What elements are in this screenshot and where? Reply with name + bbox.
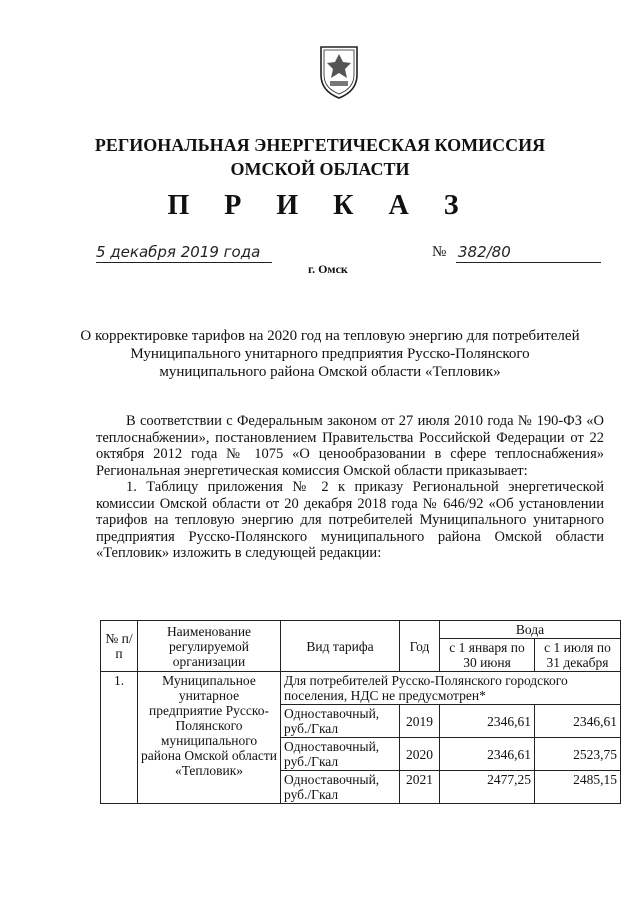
clause-1-paragraph: 1. Таблицу приложения № 2 к приказу Региональной энергетической комиссии Омской области от 20 декабря 2018 года № 646/92 «Об установлении тарифов на тепловую энергию для потребителей Муниципального унитарного предприятия Русско-Полянского муниципального района Омской области «Тепловик» изложить в следующей редакции: — [96, 479, 604, 561]
row-number: 1. — [101, 672, 138, 804]
consumer-group-note: Для потребителей Русско-Полянского городского поселения, НДС не предусмотрен* — [281, 672, 621, 705]
tariff-year: 2021 — [400, 771, 440, 804]
order-subject — [80, 327, 580, 381]
header-year: Год — [400, 621, 440, 672]
tariff-year: 2019 — [400, 705, 440, 738]
tariff-value-period-1: 2346,61 — [440, 738, 535, 771]
organization-name-line1: РЕГИОНАЛЬНАЯ ЭНЕРГЕТИЧЕСКАЯ КОМИССИЯ — [94, 135, 546, 155]
organization-name-line2: ОМСКОЙ ОБЛАСТИ — [230, 159, 410, 179]
subject-line: О корректировке тарифов на 2020 год на тепловую энергию для потребителей — [80, 328, 580, 344]
order-date-signature: 5 декабря 2019 года — [96, 243, 261, 261]
header-period-2: с 1 июля по 31 декабря — [535, 639, 621, 672]
date-underline — [96, 262, 272, 263]
order-number-signature: 382/80 — [458, 243, 511, 261]
row-organization: Муниципальное унитарное предприятие Русско-Полянского муниципального района Омской области «Тепловик» — [138, 672, 281, 804]
tariff-kind: Одноставочный, руб./Гкал — [281, 738, 400, 771]
tariff-kind: Одноставочный, руб./Гкал — [281, 771, 400, 804]
organization-name — [0, 133, 640, 181]
tariff-value-period-2: 2346,61 — [535, 705, 621, 738]
tariff-value-period-2: 2485,15 — [535, 771, 621, 804]
subject-line: Муниципального унитарного предприятия Русско-Полянского — [130, 346, 530, 362]
subject-line: муниципального района Омской области «Тепловик» — [159, 364, 501, 380]
header-tariff-kind: Вид тарифа — [281, 621, 400, 672]
order-body — [96, 413, 604, 562]
tariff-value-period-1: 2477,25 — [440, 771, 535, 804]
tariff-value-period-2: 2523,75 — [535, 738, 621, 771]
header-water: Вода — [440, 621, 621, 639]
table-row — [101, 672, 621, 705]
omsk-coat-of-arms-icon — [318, 45, 360, 100]
tariff-table — [100, 620, 621, 804]
header-organization: Наименование регулируемой организации — [138, 621, 281, 672]
number-underline — [456, 262, 601, 263]
order-number-label: № — [432, 244, 447, 260]
tariff-kind: Одноставочный, руб./Гкал — [281, 705, 400, 738]
preamble-paragraph: В соответствии с Федеральным законом от 27 июля 2010 года № 190-ФЗ «О теплоснабжении», постановлением Правительства Российской Федерации от 22 октября 2012 года № 1075 «О ценообразовании в сфере теплоснабжения» Региональная энергетическая комиссия Омской области приказывает: — [96, 413, 604, 479]
tariff-year: 2020 — [400, 738, 440, 771]
header-num: № п/п — [101, 621, 138, 672]
table-header-row — [101, 621, 621, 639]
city: г. Омск — [308, 262, 348, 276]
tariff-value-period-1: 2346,61 — [440, 705, 535, 738]
document-type: П Р И К А З — [167, 190, 473, 221]
header-period-1: с 1 января по 30 июня — [440, 639, 535, 672]
